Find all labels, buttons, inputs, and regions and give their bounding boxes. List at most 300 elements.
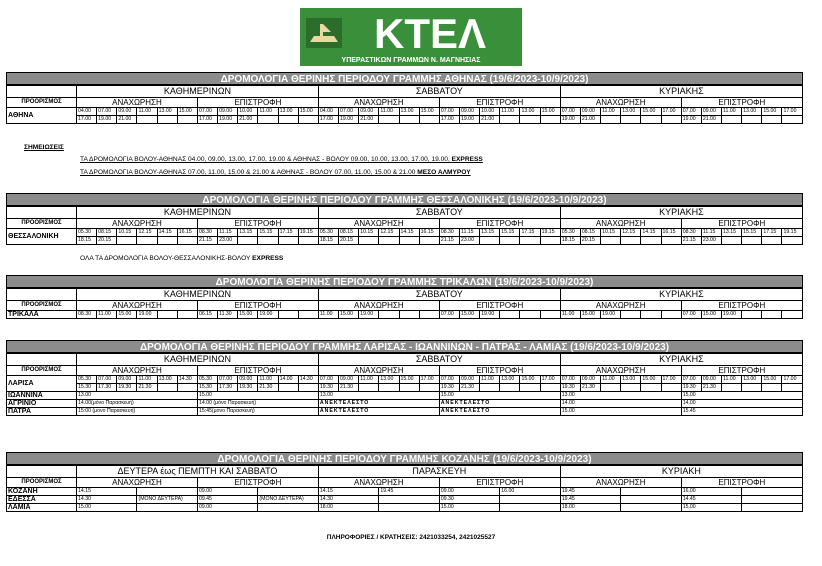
departure-header: ΑΝΑΧΩΡΗΣΗ bbox=[77, 219, 198, 229]
departure-time: 09.00 bbox=[459, 376, 479, 384]
departure-time: 09.00 bbox=[197, 488, 257, 496]
departure-time: 06.15 bbox=[197, 311, 217, 319]
day-header: ΣΑΒΒΑΤΟΥ bbox=[318, 354, 560, 366]
departure-time: 09.00 bbox=[238, 376, 258, 384]
departure-time: 11.15 bbox=[701, 229, 721, 237]
departure-time: 13.00 bbox=[278, 108, 298, 116]
thess-timetable bbox=[6, 206, 803, 245]
departure-time bbox=[399, 311, 419, 319]
return-header: ΕΠΙΣΤΡΟΦΗ bbox=[197, 219, 318, 229]
day-header: ΚΑΘΗΜΕΡΙΝΩΝ bbox=[77, 354, 319, 366]
departure-time: 19.45 bbox=[560, 488, 620, 496]
departure-time: 10.15 bbox=[359, 229, 379, 237]
departure-time: 15.00 bbox=[681, 392, 802, 400]
departure-time bbox=[621, 311, 641, 319]
departure-time bbox=[157, 384, 177, 392]
departure-time: 19.15 bbox=[298, 229, 318, 237]
departure-time: 19.00 bbox=[459, 116, 479, 124]
departure-time: 17.00 bbox=[318, 116, 338, 124]
departure-time: 15.00 bbox=[399, 376, 419, 384]
departure-time: 14.00 bbox=[278, 376, 298, 384]
departure-time bbox=[359, 384, 379, 392]
departure-time bbox=[177, 237, 197, 245]
departure-time: 11.00 bbox=[500, 108, 520, 116]
departure-time: 19.00 bbox=[339, 116, 359, 124]
destination-name: ΘΕΣΣΑΛΟΝΙΚΗ bbox=[7, 229, 77, 245]
departure-time: 07.00 bbox=[439, 311, 459, 319]
return-header: ΕΠΙΣΤΡΟΦΗ bbox=[197, 478, 318, 488]
departure-time: 21.30 bbox=[459, 384, 479, 392]
departure-time: 17.30 bbox=[218, 384, 238, 392]
departure-time bbox=[540, 116, 560, 124]
departure-time: 13.00 bbox=[742, 376, 762, 384]
departure-time: 15.00 bbox=[520, 376, 540, 384]
departure-time: 09.00 bbox=[339, 376, 359, 384]
departure-time bbox=[520, 311, 540, 319]
departure-time: 19.00 bbox=[722, 311, 742, 319]
departure-time: 11.00 bbox=[722, 108, 742, 116]
departure-time: 13.15 bbox=[480, 229, 500, 237]
departure-header: ΑΝΑΧΩΡΗΣΗ bbox=[77, 478, 198, 488]
departure-time: 07.00 bbox=[560, 108, 580, 116]
departure-time bbox=[379, 116, 399, 124]
departure-time bbox=[722, 237, 742, 245]
departure-time bbox=[500, 496, 560, 504]
departure-time: 13.00 bbox=[77, 392, 198, 400]
departure-time bbox=[157, 311, 177, 319]
destination-header: ΠΡΟΟΡΙΣΜΟΣ bbox=[7, 366, 77, 376]
departure-time: 15.45 bbox=[681, 408, 802, 416]
departure-time: 21.30 bbox=[258, 384, 278, 392]
departure-time bbox=[298, 237, 318, 245]
return-header: ΕΠΙΣΤΡΟΦΗ bbox=[439, 98, 560, 108]
destination-name: ΛΑΜΙΑ bbox=[7, 504, 77, 512]
departure-time: 13.00 bbox=[399, 108, 419, 116]
departure-header: ΑΝΑΧΩΡΗΣΗ bbox=[77, 301, 198, 311]
departure-time: 14.15 bbox=[399, 229, 419, 237]
departure-time: 19.45 bbox=[379, 488, 439, 496]
departure-time: 15.00 bbox=[298, 108, 318, 116]
departure-time: 08.15 bbox=[97, 229, 117, 237]
departure-time: 09.00 bbox=[580, 376, 600, 384]
departure-time bbox=[258, 504, 318, 512]
departure-time: 15.00 bbox=[540, 108, 560, 116]
departure-time bbox=[419, 237, 439, 245]
departure-time: 15.00 bbox=[762, 376, 782, 384]
departure-header: ΑΝΑΧΩΡΗΣΗ bbox=[318, 219, 439, 229]
departure-header: ΑΝΑΧΩΡΗΣΗ bbox=[318, 98, 439, 108]
departure-header: ΑΝΑΧΩΡΗΣΗ bbox=[318, 366, 439, 376]
departure-header: ΑΝΑΧΩΡΗΣΗ bbox=[560, 219, 681, 229]
departure-time: 14.00 (μόνο Παρασκευή) bbox=[197, 400, 318, 408]
departure-time: 13.00 bbox=[520, 108, 540, 116]
destination-name: ΑΓΡΙΝΙΟ bbox=[7, 400, 77, 408]
destination-name: ΤΡΙΚΑΛΑ bbox=[7, 311, 77, 319]
departure-time: 15.00 bbox=[560, 408, 681, 416]
departure-time: 14.00 bbox=[681, 400, 802, 408]
departure-time bbox=[742, 504, 803, 512]
departure-time: 13.00 bbox=[560, 392, 681, 400]
departure-time: 19.00 bbox=[560, 116, 580, 124]
departure-time: 13.00 bbox=[318, 392, 439, 400]
departure-time: 15.00 bbox=[459, 311, 479, 319]
thess-title: ΔΡΟΜΟΛΟΓΙΑ ΘΕΡΙΝΗΣ ΠΕΡΙΟΔΟΥ ΓΡΑΜΜΗΣ ΘΕΣΣΑΛΟΝΙΚΗΣ (19/6/2023-10/9/2023) bbox=[6, 193, 803, 206]
departure-time: 12.15 bbox=[379, 229, 399, 237]
departure-time bbox=[742, 311, 762, 319]
return-header: ΕΠΙΣΤΡΟΦΗ bbox=[439, 478, 560, 488]
destination-name: ΙΩΑΝΝΙΝΑ bbox=[7, 392, 77, 400]
departure-time: 09.00 bbox=[459, 108, 479, 116]
departure-time bbox=[379, 311, 399, 319]
departure-time bbox=[137, 504, 197, 512]
departure-time bbox=[278, 116, 298, 124]
departure-time: 09.45 bbox=[197, 496, 257, 504]
departure-time: 20.15 bbox=[580, 237, 600, 245]
day-header: ΚΥΡΙΑΚΗΣ bbox=[560, 289, 802, 301]
day-header: ΔΕΥΤΕΡΑ έως ΠΕΜΠΤΗ ΚΑΙ ΣΑΒΒΑΤΟ bbox=[77, 466, 319, 478]
departure-time bbox=[782, 116, 803, 124]
departure-time bbox=[621, 237, 641, 245]
not-operated-label: ΑΝΕΚΤΕΛΕΣΤΟ bbox=[318, 400, 439, 408]
departure-time bbox=[742, 237, 762, 245]
departure-time: 09.00 bbox=[439, 488, 499, 496]
departure-time: 21.15 bbox=[439, 237, 459, 245]
departure-time: 15:00 (μονο Παρασκευή) bbox=[77, 408, 198, 416]
departure-time bbox=[480, 237, 500, 245]
departure-time bbox=[722, 116, 742, 124]
departure-time bbox=[520, 116, 540, 124]
departure-time: 09.00 bbox=[117, 376, 137, 384]
departure-time bbox=[258, 237, 278, 245]
departure-time: 21.00 bbox=[117, 116, 137, 124]
departure-time bbox=[298, 116, 318, 124]
departure-time: 14.00 bbox=[560, 400, 681, 408]
departure-time: 19.30 bbox=[560, 384, 580, 392]
departure-header: ΑΝΑΧΩΡΗΣΗ bbox=[77, 98, 198, 108]
departure-time: 13.00 bbox=[621, 108, 641, 116]
athens-note-almyros: ΤΑ ΔΡΟΜΟΛΟΓΙΑ ΒΟΛΟΥ-ΑΘΗΝΑΣ 07.00, 11.00, 15.00 & 21.00 & ΑΘΗΝΑΣ - ΒΟΛΟΥ 07.00, 11.00, 15.00 & 21.00 ΜΕΣΟ ΑΛΜΥΡΟΥ bbox=[80, 169, 471, 176]
departure-time: 14.15 bbox=[77, 488, 137, 496]
departure-time: 13.00 bbox=[157, 108, 177, 116]
departure-time bbox=[540, 384, 560, 392]
departure-time bbox=[298, 311, 318, 319]
departure-time: 08.30 bbox=[681, 229, 701, 237]
departure-time: 21.00 bbox=[480, 116, 500, 124]
departure-time: 19.15 bbox=[782, 229, 803, 237]
departure-time: 19.30 bbox=[117, 384, 137, 392]
return-header: ΕΠΙΣΤΡΟΦΗ bbox=[681, 301, 802, 311]
departure-time bbox=[621, 116, 641, 124]
departure-time: 08.30 bbox=[197, 229, 217, 237]
departure-time: 15.00 bbox=[439, 392, 560, 400]
header-blank bbox=[7, 86, 77, 98]
departure-time bbox=[762, 237, 782, 245]
header-blank bbox=[7, 466, 77, 478]
departure-time bbox=[177, 384, 197, 392]
departure-time: 13.00 bbox=[621, 376, 641, 384]
departure-time: 08.30 bbox=[439, 229, 459, 237]
contact-footer: ΠΛΗΡΟΦΟΡΙΕΣ / ΚΡΑΤΗΣΕΙΣ: 2421033254, 2421025527 bbox=[326, 534, 496, 541]
return-header: ΕΠΙΣΤΡΟΦΗ bbox=[439, 366, 560, 376]
day-header: ΚΑΘΗΜΕΡΙΝΩΝ bbox=[77, 86, 319, 98]
departure-time: 14.30 bbox=[318, 496, 378, 504]
return-header: ΕΠΙΣΤΡΟΦΗ bbox=[681, 478, 802, 488]
return-header: ΕΠΙΣΤΡΟΦΗ bbox=[681, 219, 802, 229]
departure-time bbox=[742, 488, 803, 496]
destination-name: ΕΔΕΣΣΑ bbox=[7, 496, 77, 504]
departure-time: 11.00 bbox=[137, 108, 157, 116]
departure-time: 15.15 bbox=[258, 229, 278, 237]
departure-time: 08.15 bbox=[580, 229, 600, 237]
kozani-title: ΔΡΟΜΟΛΟΓΙΑ ΘΕΡΙΝΗΣ ΠΕΡΙΟΔΟΥ ΓΡΑΜΜΗΣ ΚΟΖΑΝΗΣ (19/6/2023-10/9/2023) bbox=[6, 452, 803, 465]
return-header: ΕΠΙΣΤΡΟΦΗ bbox=[197, 301, 318, 311]
departure-time: 08.30 bbox=[77, 311, 97, 319]
departure-time: 14.30 bbox=[298, 376, 318, 384]
departure-time: 23.00 bbox=[459, 237, 479, 245]
departure-time: 14.00(μόνο Παρασκευή) bbox=[77, 400, 198, 408]
departure-time: 18.15 bbox=[560, 237, 580, 245]
notes-title: ΣΗΜΕΙΩΣΕΙΣ bbox=[24, 144, 64, 151]
departure-time: 11.00 bbox=[601, 108, 621, 116]
departure-time: 21.30 bbox=[137, 384, 157, 392]
ktel-logo-graphic bbox=[300, 8, 522, 66]
departure-time: 15.00 bbox=[762, 108, 782, 116]
departure-time: 05.30 bbox=[560, 229, 580, 237]
departure-time bbox=[157, 237, 177, 245]
departure-time bbox=[641, 237, 661, 245]
departure-time: 14.15 bbox=[157, 229, 177, 237]
departure-time bbox=[782, 384, 803, 392]
departure-time: 19.00 bbox=[258, 311, 278, 319]
departure-time: 15:45(μονο Παρασκευή) bbox=[197, 408, 318, 416]
departure-time: 21.00 bbox=[580, 116, 600, 124]
departure-time: 18.00 bbox=[318, 504, 378, 512]
departure-time: 17.00 bbox=[197, 116, 217, 124]
destination-header: ΠΡΟΟΡΙΣΜΟΣ bbox=[7, 301, 77, 311]
departure-time: 05.30 bbox=[197, 376, 217, 384]
departure-time: 19.45 bbox=[560, 496, 620, 504]
departure-header: ΑΝΑΧΩΡΗΣΗ bbox=[560, 366, 681, 376]
departure-time bbox=[661, 116, 681, 124]
departure-time: 15.00 bbox=[701, 311, 721, 319]
departure-header: ΑΝΑΧΩΡΗΣΗ bbox=[318, 301, 439, 311]
larisa-title: ΔΡΟΜΟΛΟΓΙΑ ΘΕΡΙΝΗΣ ΠΕΡΙΟΔΟΥ ΓΡΑΜΜΗΣ ΛΑΡΙΣΑΣ - ΙΩΑΝΝΙΝΩΝ - ΠΑΤΡΑΣ - ΛΑΜΙΑΣ (19/6/2023-10/9/2023) bbox=[6, 340, 803, 353]
departure-time: 07.00 bbox=[97, 108, 117, 116]
departure-time: 05.30 bbox=[77, 229, 97, 237]
departure-time: 09.00 bbox=[197, 504, 257, 512]
thess-note: ΟΛΑ ΤΑ ΔΡΟΜΟΛΟΓΙΑ ΒΟΛΟΥ-ΘΕΣΣΑΛΟΝΙΚΗΣ-ΒΟΛΟΥ EXPRESS bbox=[80, 255, 284, 262]
departure-time bbox=[742, 496, 803, 504]
departure-time: 09.00 bbox=[701, 108, 721, 116]
not-operated-label: ΑΝΕΚΤΕΛΕΣΤΟ bbox=[439, 400, 560, 408]
header-blank bbox=[7, 289, 77, 301]
departure-time: 11.00 bbox=[137, 376, 157, 384]
departure-time: 15.30 bbox=[197, 384, 217, 392]
departure-time bbox=[419, 116, 439, 124]
day-header: ΚΥΡΙΑΚΗΣ bbox=[560, 86, 802, 98]
departure-time: 07.00 bbox=[97, 376, 117, 384]
ktel-logo bbox=[300, 8, 522, 66]
departure-time: 17.00 bbox=[782, 108, 803, 116]
departure-time bbox=[621, 496, 681, 504]
departure-time: 19.00 bbox=[359, 311, 379, 319]
departure-time: 21.30 bbox=[701, 384, 721, 392]
destination-name: ΠΑΤΡΑ bbox=[7, 408, 77, 416]
departure-time: 17.00 bbox=[661, 376, 681, 384]
departure-time: 18.15 bbox=[77, 237, 97, 245]
departure-time: 11.00 bbox=[480, 376, 500, 384]
departure-time: 09.00 bbox=[117, 108, 137, 116]
athens-note-express: ΤΑ ΔΡΟΜΟΛΟΓΙΑ ΒΟΛΟΥ-ΑΘΗΝΑΣ 04.00, 09.00, 13.00, 17.00, 19.00 & ΑΘΗΝΑΣ - ΒΟΛΟΥ 09.00, 10.00, 13.00, 17.00, 19.00, EXPRESS bbox=[80, 156, 483, 163]
return-header: ΕΠΙΣΤΡΟΦΗ bbox=[197, 366, 318, 376]
departure-time: 15.30 bbox=[77, 384, 97, 392]
day-header: ΣΑΒΒΑΤΟΥ bbox=[318, 207, 560, 219]
departure-time: 11.15 bbox=[218, 229, 238, 237]
return-header: ΕΠΙΣΤΡΟΦΗ bbox=[681, 98, 802, 108]
not-operated-label: ΑΝΕΚΤΕΛΕΣΤΟ bbox=[439, 408, 560, 416]
departure-time: 09.00 bbox=[701, 376, 721, 384]
departure-time bbox=[500, 384, 520, 392]
departure-time: 07.00 bbox=[197, 108, 217, 116]
departure-time bbox=[621, 504, 681, 512]
departure-time bbox=[500, 504, 560, 512]
kozani-timetable bbox=[6, 465, 803, 512]
departure-time bbox=[379, 504, 439, 512]
departure-time bbox=[278, 311, 298, 319]
return-header: ΕΠΙΣΤΡΟΦΗ bbox=[197, 98, 318, 108]
departure-time bbox=[480, 384, 500, 392]
departure-time: 17.30 bbox=[97, 384, 117, 392]
departure-time bbox=[379, 384, 399, 392]
departure-time: (ΜΟΝΟ ΔΕΥΤΕΡΑ) bbox=[258, 496, 318, 504]
departure-time: 07.00 bbox=[318, 376, 338, 384]
day-header: ΣΑΒΒΑΤΟΥ bbox=[318, 86, 560, 98]
departure-time: 13.00 bbox=[500, 376, 520, 384]
departure-time bbox=[782, 311, 803, 319]
departure-time: 11.00 bbox=[97, 311, 117, 319]
departure-time bbox=[157, 116, 177, 124]
departure-time bbox=[641, 384, 661, 392]
departure-time: 13.00 bbox=[157, 376, 177, 384]
departure-time: 11.00 bbox=[379, 108, 399, 116]
departure-time: 19.30 bbox=[318, 384, 338, 392]
departure-time bbox=[621, 488, 681, 496]
departure-time: 09.00 bbox=[359, 108, 379, 116]
departure-time bbox=[137, 237, 157, 245]
departure-time bbox=[601, 116, 621, 124]
departure-time: 11.00 bbox=[318, 311, 338, 319]
departure-time bbox=[399, 116, 419, 124]
departure-time: 05.30 bbox=[77, 376, 97, 384]
departure-time: 15.00 bbox=[439, 504, 499, 512]
day-header: ΚΥΡΙΑΚΗΣ bbox=[560, 354, 802, 366]
departure-time: 16.15 bbox=[661, 229, 681, 237]
departure-time: 21.15 bbox=[197, 237, 217, 245]
departure-time: 08.15 bbox=[339, 229, 359, 237]
departure-time: 14.30 bbox=[177, 376, 197, 384]
departure-time bbox=[621, 384, 641, 392]
departure-time: 23.00 bbox=[701, 237, 721, 245]
departure-time: 10.00 bbox=[238, 108, 258, 116]
departure-time: 04.00 bbox=[77, 108, 97, 116]
trikala-title: ΔΡΟΜΟΛΟΓΙΑ ΘΕΡΙΝΗΣ ΠΕΡΙΟΔΟΥ ΓΡΑΜΜΗΣ ΤΡΙΚΑΛΩΝ (19/6/2023-10/9/2023) bbox=[6, 275, 803, 288]
departure-time bbox=[742, 384, 762, 392]
departure-time: 14.15 bbox=[641, 229, 661, 237]
departure-time: 19.30 bbox=[439, 384, 459, 392]
departure-time bbox=[762, 311, 782, 319]
departure-time: 19.00 bbox=[601, 311, 621, 319]
departure-time: 04.00 bbox=[318, 108, 338, 116]
departure-time bbox=[661, 311, 681, 319]
departure-time: 11.00 bbox=[722, 376, 742, 384]
departure-time: 15.00 bbox=[681, 504, 741, 512]
departure-time bbox=[238, 237, 258, 245]
day-header: ΚΥΡΙΑΚΗΣ bbox=[560, 207, 802, 219]
departure-time bbox=[601, 237, 621, 245]
departure-time: 21.00 bbox=[359, 116, 379, 124]
departure-time: 17.15 bbox=[520, 229, 540, 237]
departure-time bbox=[500, 311, 520, 319]
departure-time: 21.15 bbox=[681, 237, 701, 245]
departure-time: 17.15 bbox=[278, 229, 298, 237]
departure-time: 16.15 bbox=[177, 229, 197, 237]
departure-time: 21.30 bbox=[580, 384, 600, 392]
departure-time: 15.00 bbox=[641, 108, 661, 116]
departure-time: 17.15 bbox=[762, 229, 782, 237]
departure-time: 07.00 bbox=[681, 376, 701, 384]
departure-time: 17.00 bbox=[782, 376, 803, 384]
departure-time: 15.00 bbox=[177, 108, 197, 116]
departure-time: (ΜΟΝΟ ΔΕΥΤΕΡΑ) bbox=[137, 496, 197, 504]
athens-timetable bbox=[6, 85, 803, 124]
departure-time bbox=[278, 237, 298, 245]
departure-time: 11.30 bbox=[218, 311, 238, 319]
departure-time bbox=[661, 384, 681, 392]
departure-header: ΑΝΑΧΩΡΗΣΗ bbox=[318, 478, 439, 488]
departure-time bbox=[298, 384, 318, 392]
return-header: ΕΠΙΣΤΡΟΦΗ bbox=[439, 219, 560, 229]
departure-time bbox=[399, 237, 419, 245]
departure-time: 15.00 bbox=[339, 311, 359, 319]
departure-time: 17.00 bbox=[77, 116, 97, 124]
departure-time: 14.30 bbox=[77, 496, 137, 504]
departure-time: 17.00 bbox=[661, 108, 681, 116]
departure-time: 11.00 bbox=[359, 376, 379, 384]
departure-time: 07.00 bbox=[339, 108, 359, 116]
logo-wordmark: ΚΤΕΛ bbox=[373, 10, 487, 57]
departure-time: 15.00 bbox=[641, 376, 661, 384]
day-header: ΚΑΘΗΜΕΡΙΝΩΝ bbox=[77, 207, 319, 219]
departure-time: 11.00 bbox=[258, 108, 278, 116]
departure-time: 17.00 bbox=[419, 376, 439, 384]
departure-time bbox=[278, 384, 298, 392]
departure-time: 19.15 bbox=[540, 229, 560, 237]
departure-time bbox=[177, 311, 197, 319]
departure-time: 15.00 bbox=[580, 311, 600, 319]
athens-title: ΔΡΟΜΟΛΟΓΙΑ ΘΕΡΙΝΗΣ ΠΕΡΙΟΔΟΥ ΓΡΑΜΜΗΣ ΑΘΗΝΑΣ (19/6/2023-10/9/2023) bbox=[6, 72, 803, 85]
trikala-timetable bbox=[6, 288, 803, 319]
departure-time: 16.00 bbox=[500, 488, 560, 496]
departure-time: 13.15 bbox=[238, 229, 258, 237]
departure-time bbox=[258, 488, 318, 496]
return-header: ΕΠΙΣΤΡΟΦΗ bbox=[439, 301, 560, 311]
departure-time: 15.00 bbox=[238, 311, 258, 319]
destination-name: ΑΘΗΝΑ bbox=[7, 108, 77, 124]
departure-time bbox=[641, 116, 661, 124]
departure-time: 21.30 bbox=[339, 384, 359, 392]
departure-time: 15.15 bbox=[742, 229, 762, 237]
departure-time: 10.00 bbox=[480, 108, 500, 116]
